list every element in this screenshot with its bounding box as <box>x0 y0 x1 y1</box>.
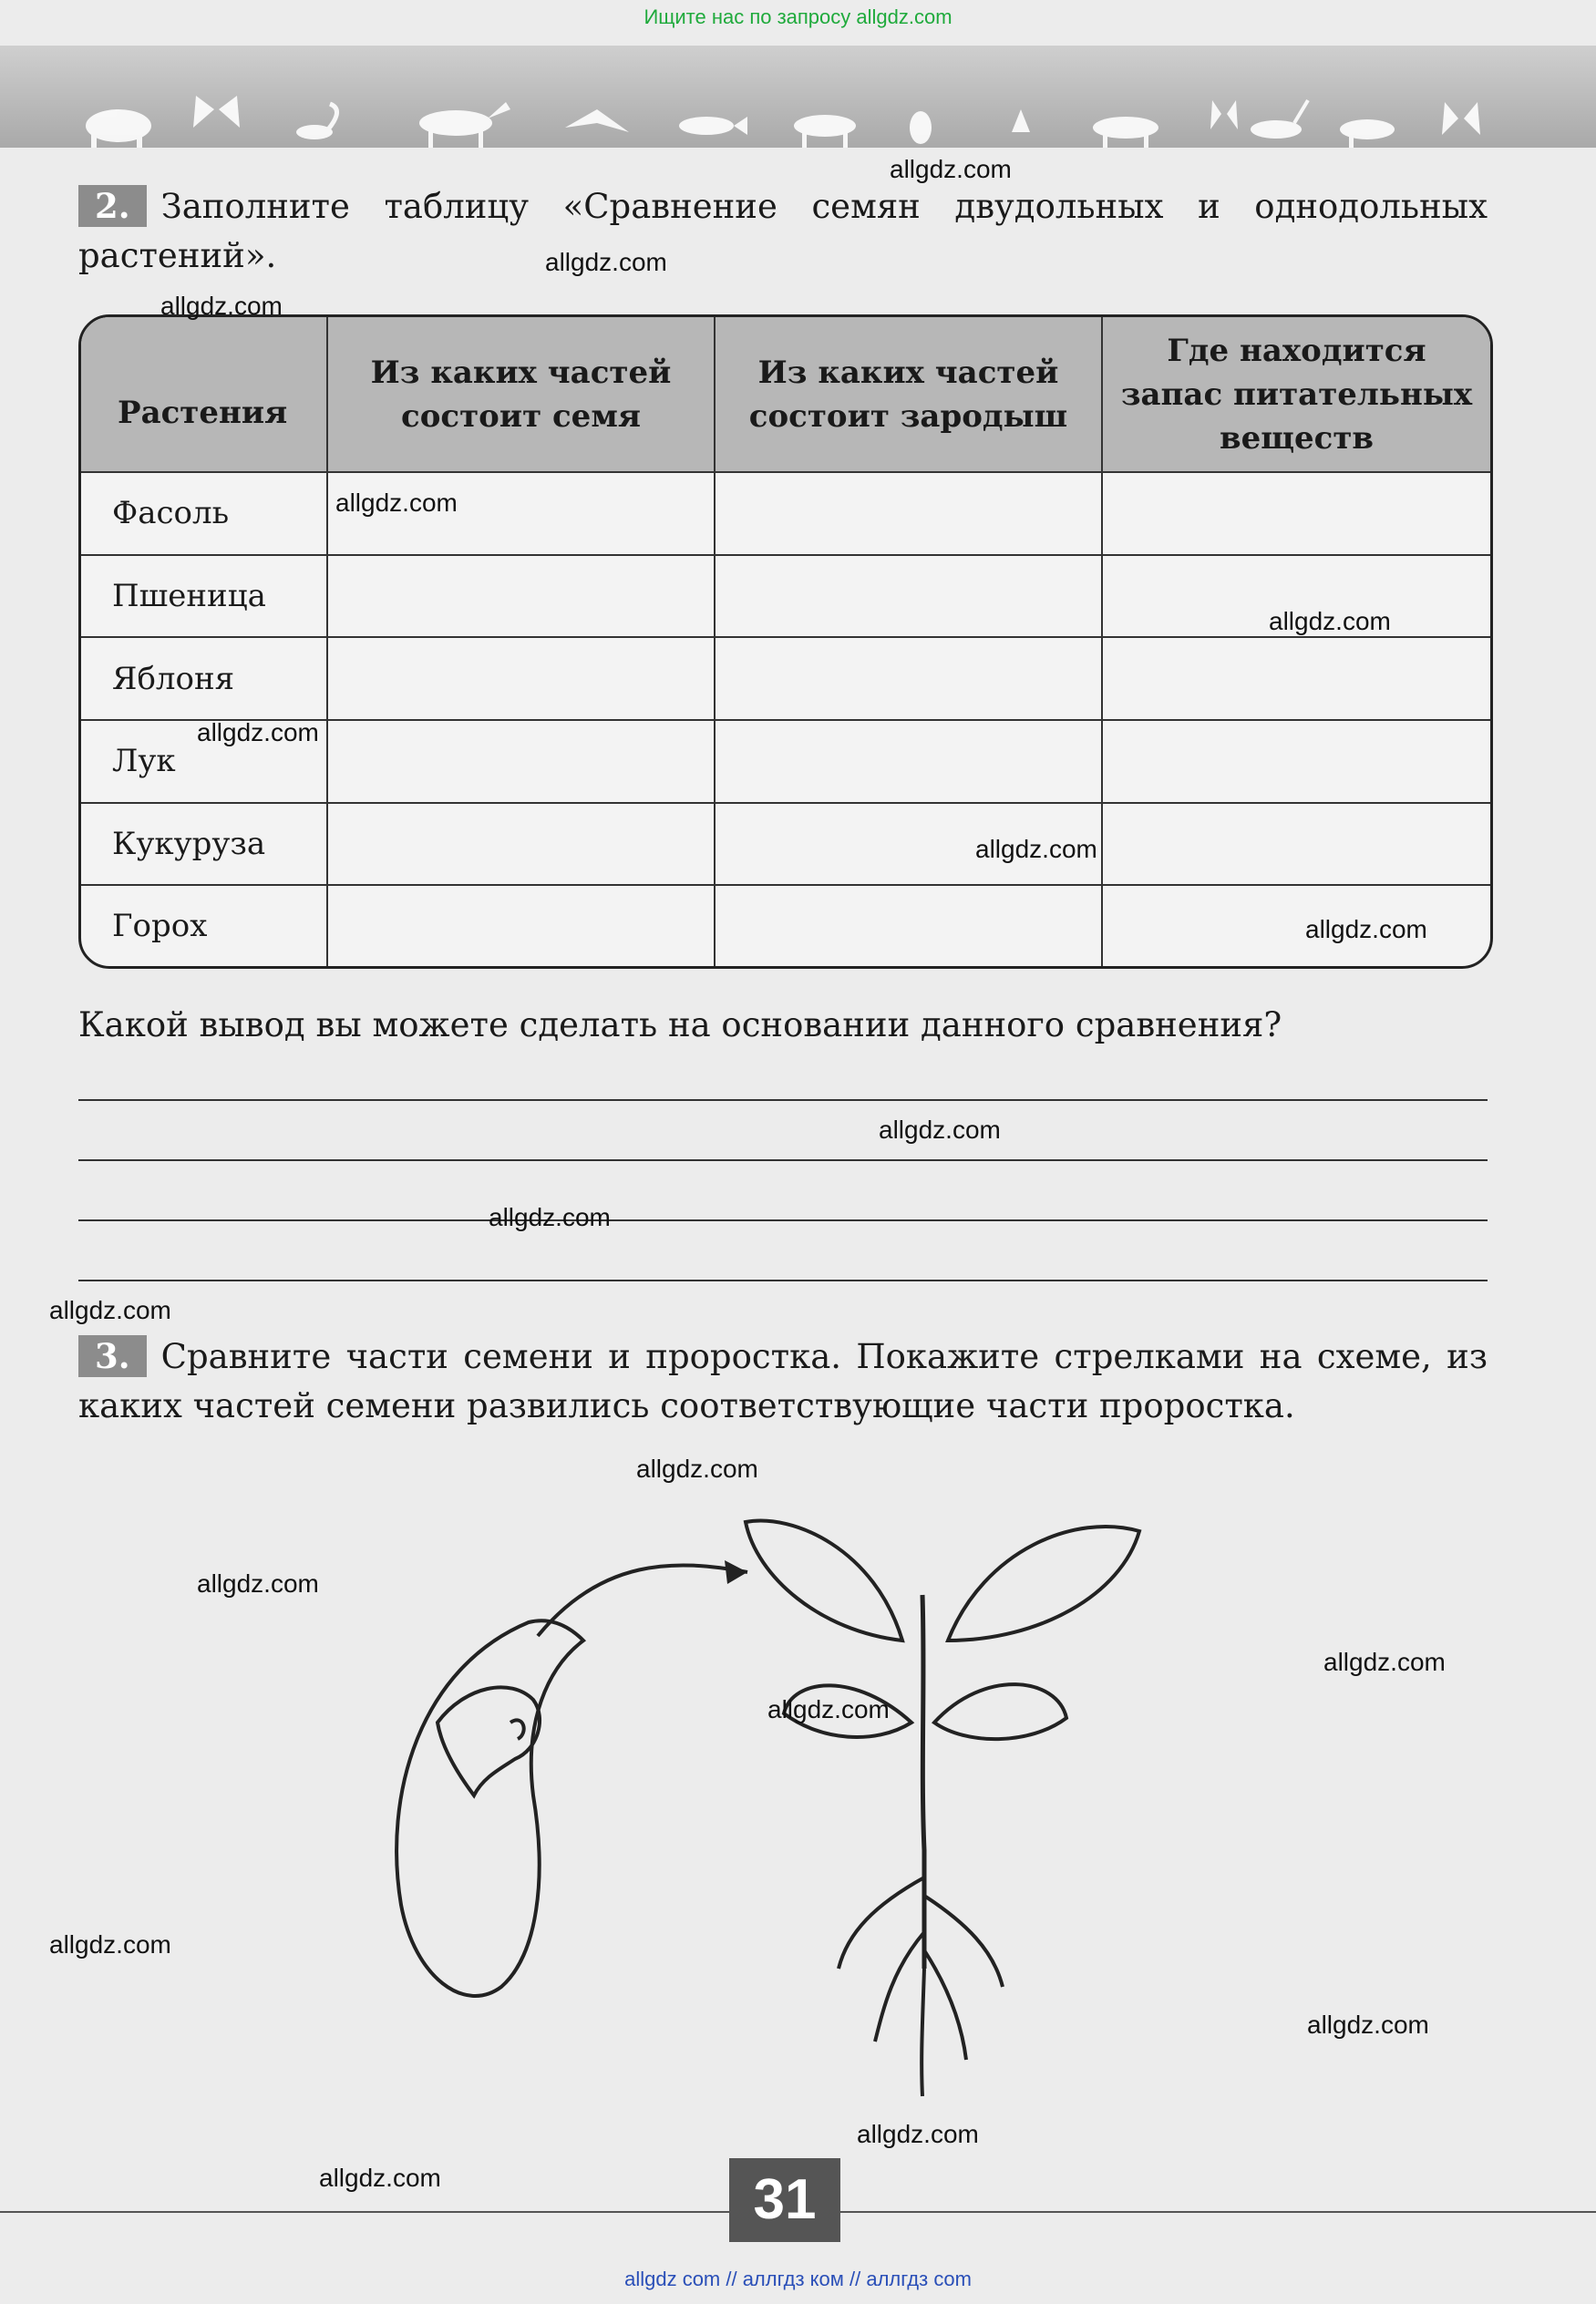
plant-name: Лук <box>81 720 327 803</box>
answer-cell[interactable] <box>715 885 1102 966</box>
plant-name: Кукуруза <box>81 803 327 886</box>
task-2-instruction: Заполните таблицу «Сравнение семян двудольных и однодольных растений». <box>78 187 1488 275</box>
development-arrow <box>538 1565 747 1636</box>
answer-cell[interactable] <box>1102 472 1490 555</box>
footer-links: allgdz com // аллгдз ком // аллгдз com <box>624 2268 972 2290</box>
watermark: allgdz.com <box>49 1296 171 1324</box>
watermark: allgdz.com <box>857 2120 979 2148</box>
dog-icon <box>1093 117 1158 148</box>
watermark: allgdz.com <box>489 1203 611 1231</box>
answer-cell[interactable] <box>327 803 715 886</box>
answer-cell[interactable] <box>327 637 715 720</box>
watermark: allgdz.com <box>197 1569 319 1598</box>
watermark: allgdz.com <box>545 248 667 276</box>
butterfly-icon <box>193 96 240 128</box>
answer-cell[interactable] <box>715 555 1102 638</box>
table-row <box>81 637 1490 720</box>
watermark: allgdz.com <box>335 489 458 517</box>
table-row <box>81 885 1490 966</box>
answer-cell[interactable] <box>715 720 1102 803</box>
bird-icon <box>565 109 629 132</box>
watermark: allgdz.com <box>1269 607 1391 635</box>
task-2-text <box>78 182 1488 281</box>
watermark: allgdz.com <box>975 835 1097 863</box>
seedling-root <box>839 1877 924 1969</box>
watermark: allgdz.com <box>767 1695 890 1723</box>
page-number: 31 <box>729 2158 840 2242</box>
seedling-root <box>922 1969 924 2096</box>
moth-icon <box>1442 102 1480 135</box>
seed-seedling-diagram <box>365 1495 1550 2151</box>
watermark: allgdz.com <box>49 1930 171 1959</box>
watermark: allgdz.com <box>879 1116 1001 1144</box>
watermark: allgdz.com <box>1307 2011 1429 2039</box>
bug-icon <box>910 111 932 144</box>
answer-cell[interactable] <box>327 885 715 966</box>
plant-name: Яблоня <box>81 637 327 720</box>
watermark: allgdz.com <box>160 292 283 320</box>
table-row <box>81 472 1490 555</box>
watermark: allgdz.com <box>1323 1648 1446 1676</box>
answer-cell[interactable] <box>715 472 1102 555</box>
header-embryo-parts: Из каких частей состоит зародыш <box>715 317 1102 472</box>
table-row <box>81 803 1490 886</box>
answer-cell[interactable] <box>1102 885 1490 966</box>
cotyledon <box>934 1684 1066 1739</box>
arrow-head <box>725 1560 747 1584</box>
watermark: allgdz.com <box>636 1455 758 1483</box>
answer-cell[interactable] <box>1102 637 1490 720</box>
header-banner <box>0 46 1596 148</box>
seed-embryo <box>438 1687 540 1795</box>
task-2-number: 2. <box>78 185 147 227</box>
answer-cell[interactable] <box>327 555 715 638</box>
seedling-stem <box>922 1595 924 1969</box>
answer-cell[interactable] <box>715 637 1102 720</box>
seedling-leaf <box>746 1521 902 1641</box>
scorpion-icon <box>296 104 337 139</box>
answer-line[interactable] <box>78 1280 1488 1281</box>
answer-line[interactable] <box>78 1219 1488 1221</box>
plant-name: Пшеница <box>81 555 327 638</box>
seed-outline <box>396 1620 583 1996</box>
seedling-root <box>924 1950 966 2060</box>
comparison-table <box>78 314 1493 969</box>
header-seed-parts: Из каких частей состоит семя <box>327 317 715 472</box>
deer-icon <box>1251 100 1308 139</box>
conclusion-question: Какой вывод вы можете сделать на основании данного сравнения? <box>78 1005 1282 1044</box>
bird-icon <box>1012 109 1030 132</box>
answer-cell[interactable] <box>327 720 715 803</box>
answer-cell[interactable] <box>1102 803 1490 886</box>
goat-icon <box>1340 119 1395 148</box>
answer-line[interactable] <box>78 1099 1488 1101</box>
top-note: Ищите нас по запросу allgdz.com <box>644 5 952 28</box>
watermark: allgdz.com <box>197 718 319 746</box>
watermark: allgdz.com <box>1305 915 1427 943</box>
animal-silhouettes <box>0 46 1596 148</box>
task-3-number: 3. <box>78 1335 147 1377</box>
moth-icon <box>1210 100 1238 129</box>
task-3-text <box>78 1332 1488 1431</box>
bison-icon <box>86 109 151 148</box>
plant-name: Фасоль <box>81 472 327 555</box>
answer-cell[interactable] <box>1102 720 1490 803</box>
fish-icon <box>679 117 747 135</box>
plant-name: Горох <box>81 885 327 966</box>
seedling-leaf <box>948 1527 1139 1641</box>
watermark: allgdz.com <box>319 2164 441 2192</box>
seedling-root <box>875 1932 924 2042</box>
header-nutrient-store: Где находится запас питательных веществ <box>1102 317 1490 472</box>
header-plants: Растения <box>81 317 327 472</box>
watermark: allgdz.com <box>890 155 1012 183</box>
answer-line[interactable] <box>78 1159 1488 1161</box>
embryo-root <box>510 1720 524 1739</box>
task-3-instruction: Сравните части семени и проростка. Покажите стрелками на схеме, из каких частей семени развились соответствующие части проростка. <box>78 1337 1488 1425</box>
wolf-icon <box>794 115 856 148</box>
horse-icon <box>419 102 510 148</box>
